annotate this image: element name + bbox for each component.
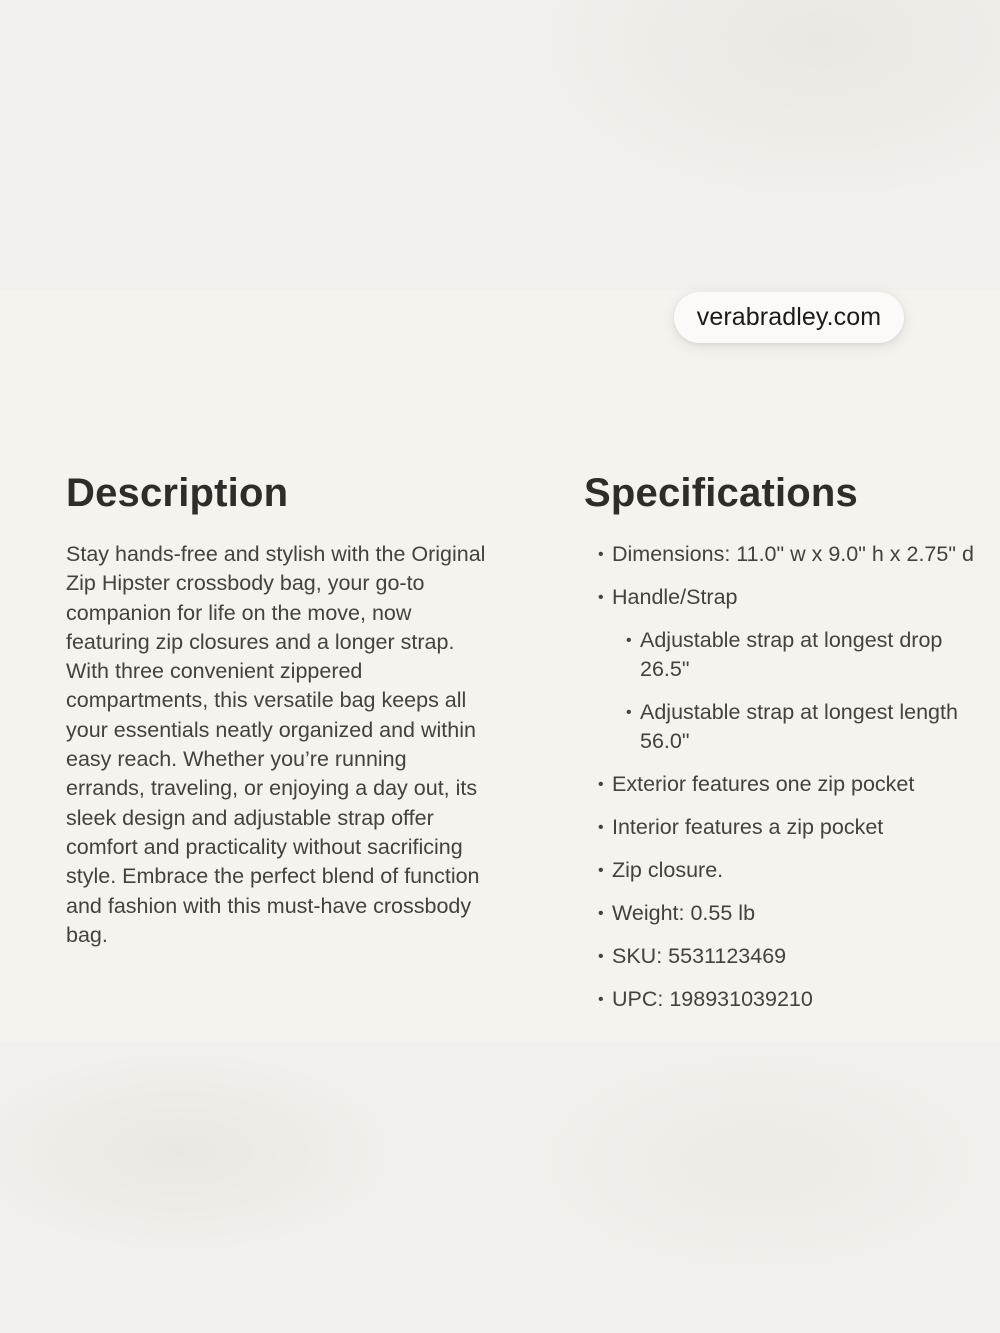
- bottom-background: [0, 1042, 1000, 1333]
- spec-item-interior: • Interior features a zip pocket: [584, 813, 994, 842]
- description-section: [66, 470, 486, 950]
- url-pill[interactable]: [674, 292, 904, 343]
- specifications-section: [584, 470, 994, 1028]
- specifications-heading: Specifications: [584, 471, 858, 515]
- top-background: [0, 0, 1000, 290]
- spec-item-closure: • Zip closure.: [584, 856, 994, 885]
- spec-subitem-strap-drop: • Adjustable strap at longest drop 26.5": [612, 626, 994, 684]
- spec-item-exterior: • Exterior features one zip pocket: [584, 770, 994, 799]
- spec-item-label: Handle/Strap: [612, 585, 738, 609]
- spec-item-sku: • SKU: 5531123469: [584, 942, 994, 971]
- specifications-list: [584, 540, 994, 1014]
- description-body: Stay hands-free and stylish with the Original Zip Hipster crossbody bag, your go-to companion for life on the move, now featuring zip closures and a longer strap. With three convenient zippered compartments, this versatile bag keeps all your essentials neatly organized and within easy reach. Whether you’re running errands, traveling, or enjoying a day out, its sleek design and adjustable strap offer comfort and practicality without sacrificing style. Embrace the perfect blend of function and fashion with this must-have crossbody bag.: [66, 542, 486, 947]
- strap-sublist: [612, 626, 994, 756]
- spec-item-dimensions: • Dimensions: 11.0" w x 9.0" h x 2.75" d: [584, 540, 994, 569]
- description-heading: Description: [66, 471, 289, 515]
- spec-item-handle-strap: [584, 583, 994, 756]
- spec-item-weight: • Weight: 0.55 lb: [584, 899, 994, 928]
- spec-subitem-strap-length: • Adjustable strap at longest length 56.0": [612, 698, 994, 756]
- spec-item-upc: • UPC: 198931039210: [584, 985, 994, 1014]
- url-text: verabradley.com: [696, 303, 882, 331]
